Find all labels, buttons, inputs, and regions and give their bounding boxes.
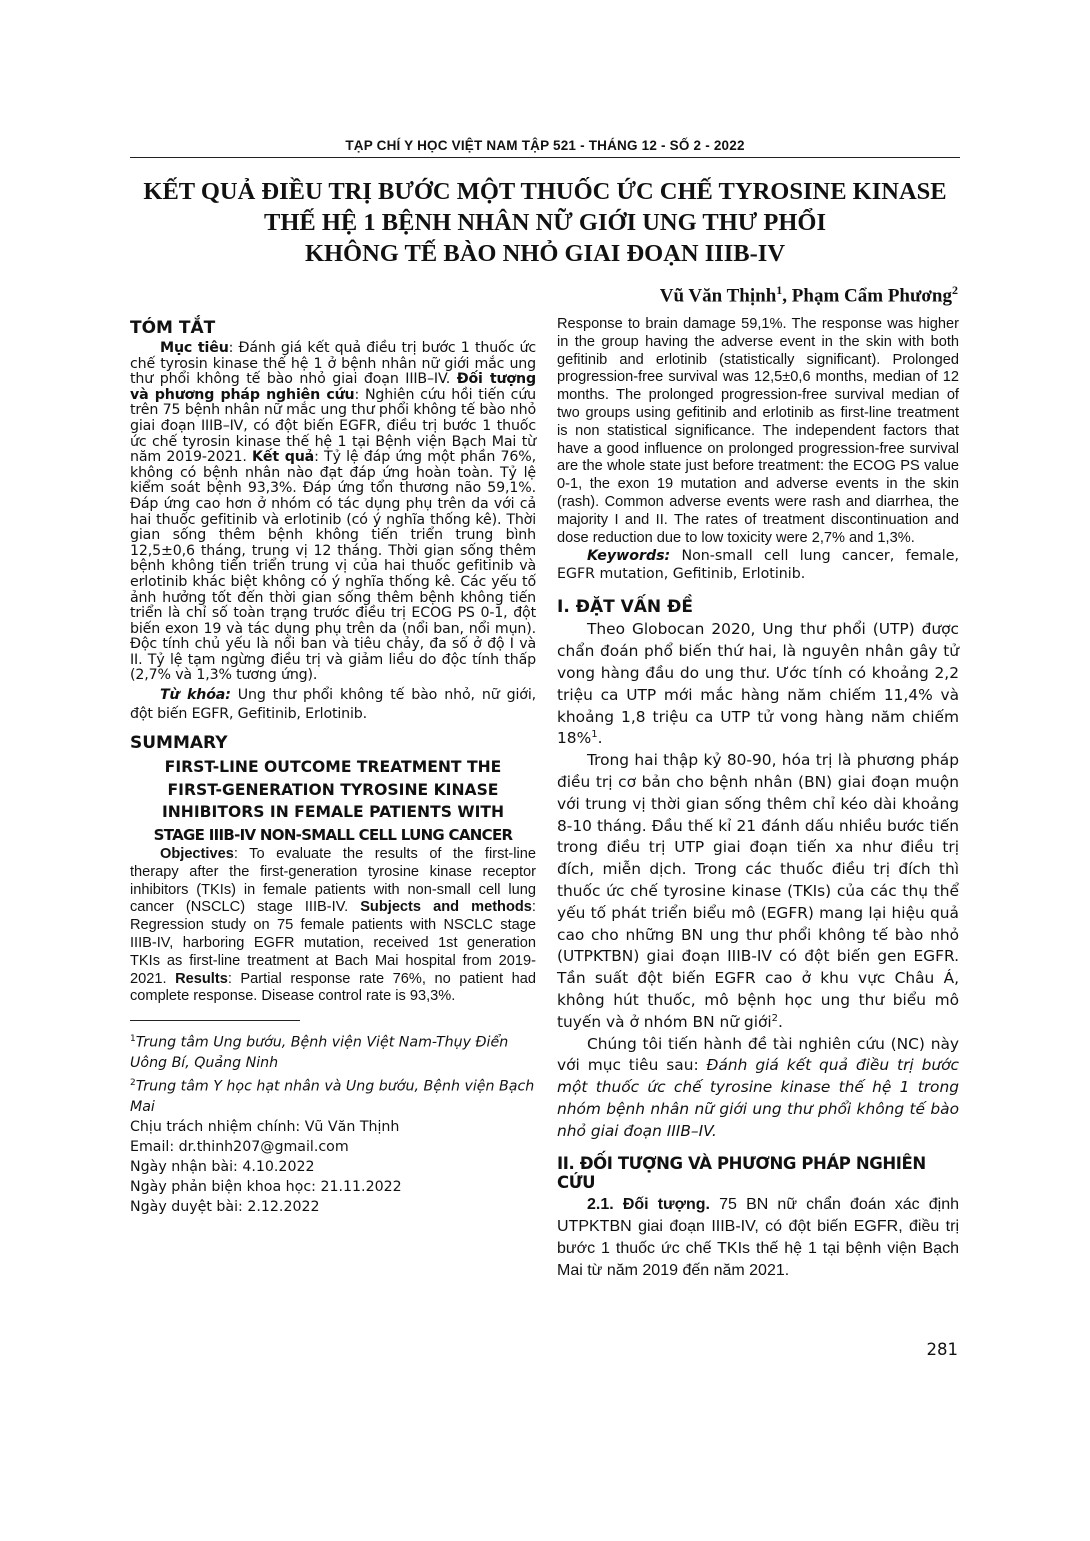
section-2-heading: II. ĐỐI TƯỢNG VÀ PHƯƠNG PHÁP NGHIÊN CỨU bbox=[557, 1154, 926, 1193]
summary-continued: Response to brain damage 59,1%. The response was higher in the group having the adverse event in the skin with both gefitinib and erlotinib (statistically significant). Prolonged progression-free survival was 12,5±0,6 months, median of 12 months. The prolonged progression-free survival median of two groups using gefitinib and erlotinib as first-line treatment is non statistical significance. The independent factors that have a good influence on prolonged progression-free survival are the whole state just before treatment: the ECOG PS value 0-1, the exon 19 mutation and adverse events in the skin (rash). Common adverse events were rash and diarrhea, the majority I and II. The rates of treatment discontinuation and dose reduction due to low toxicity were 2,7% and 1,3%. bbox=[557, 316, 959, 546]
summary-title-line-2: FIRST-GENERATION TYROSINE KINASE bbox=[167, 780, 499, 799]
received-date: Ngày nhận bài: 4.10.2022 bbox=[130, 1158, 315, 1175]
footnote-1-mark: 1 bbox=[130, 1034, 136, 1045]
summary-title-line-3: INHIBITORS IN FEMALE PATIENTS WITH bbox=[161, 803, 505, 822]
objectives-text: : To evaluate the results of the first-line therapy after the first-generation tyrosine kinase receptor inhibitors (TKIs) in female patients with non-small cell lung cancer (NSCLC) stage IIIB-IV. bbox=[130, 846, 536, 916]
contact-email: Email: dr.thinh207@gmail.com bbox=[130, 1138, 349, 1155]
results-en-label: Results bbox=[175, 970, 228, 987]
keywords-en bbox=[557, 547, 959, 583]
abstract-paragraph bbox=[130, 341, 536, 684]
author-2: Phạm Cẩm Phương bbox=[791, 285, 952, 307]
author-2-affiliation: 2 bbox=[952, 283, 958, 297]
article-title bbox=[130, 176, 960, 269]
summary-paragraph bbox=[130, 846, 536, 1006]
results-label: Kết quả bbox=[252, 449, 315, 466]
footnote-rule bbox=[130, 1020, 300, 1021]
s1p1-end: . bbox=[597, 729, 603, 748]
left-column bbox=[130, 318, 536, 1217]
keywords-en-text: Non-small cell lung cancer, female, EGFR mutation, Gefitinib, Erlotinib. bbox=[557, 548, 959, 583]
title-line-3: KHÔNG TẾ BÀO NHỎ GIAI ĐOẠN IIIB-IV bbox=[304, 240, 786, 267]
page-number: 281 bbox=[926, 1340, 958, 1359]
footnotes bbox=[130, 1029, 536, 1216]
objective-label: Mục tiêu bbox=[160, 340, 229, 356]
s1p2-text: Trong hai thập kỷ 80-90, hóa trị là phương pháp điều trị cơ bản cho bệnh nhân (BN) giai đoạn muộn với trung vị thời gian sống thêm chỉ kéo dài khoảng 8-10 tháng. Đầu thế kỉ 21 đánh dấu nhiều bước tiến trong điều trị UTP giai đoạn tiến xa như điều trị đích, miễn dịch. Trong các thuốc điều trị đích thì thuốc ức chế tyrosine kinase (TKIs) của các thụ thể yếu tố phát triển biểu mô (EGFR) mang lại hiệu quả cao cho những BN ung thư phổi không tế bào nhỏ (UTPKTBN) giai đoạn IIIB-IV có đột biến gen EGFR. Tần suất đột biến EGFR cao ở khu vực Châu Á, không hút thuốc, mô bệnh học ung thư biểu mô tuyến và ở nhóm BN nữ giới bbox=[557, 751, 959, 1031]
s1p3-text: Chúng tôi tiến hành đề tài nghiên cứu (NC) này với mục tiêu sau: bbox=[557, 1034, 959, 1075]
keywords-vi-label: Từ khóa: bbox=[160, 687, 231, 704]
author-line bbox=[660, 283, 958, 307]
keywords-vi-text: Ung thư phổi không tế bào nhỏ, nữ giới, đột biến EGFR, Gefitinib, Erlotinib. bbox=[130, 687, 536, 722]
title-line-1: KẾT QUẢ ĐIỀU TRỊ BƯỚC MỘT THUỐC ỨC CHẾ TYROSINE KINASE bbox=[143, 178, 947, 205]
responsible-author: Chịu trách nhiệm chính: Vũ Văn Thịnh bbox=[130, 1118, 400, 1135]
section-1-paragraph-1 bbox=[557, 619, 959, 750]
s1p1-text: Theo Globocan 2020, Ung thư phổi (UTP) được chẩn đoán phổ biến thứ hai, là nguyên nhân gây tử vong hàng đầu do ung thư. Ước tính có khoảng 2,2 triệu ca UTP mới mắc hàng năm chiếm 11,4% và khoảng 1,8 triệu ca UTP tử vong hàng năm chiếm 18% bbox=[557, 620, 959, 748]
summary-heading: SUMMARY bbox=[130, 733, 228, 754]
right-column bbox=[557, 316, 959, 1282]
results-en-text: : Partial response rate 76%, no patient had complete response. Disease control rate is 93,3%. bbox=[130, 970, 536, 1005]
s1p2-end: . bbox=[778, 1012, 783, 1031]
methods-label: Đối tượng và phương pháp nghiên cứu bbox=[130, 371, 536, 403]
keywords-vi bbox=[130, 686, 536, 723]
footnote-2-text: Trung tâm Y học hạt nhân và Ung bướu, Bệnh viện Bạch Mai bbox=[130, 1078, 535, 1115]
methods-text: : Nghiên cứu hồi tiến cứu trên 75 bệnh nhân nữ mắc ung thư phổi không tế bào nhỏ giai đoạn IIIB–IV, có đột biến EGFR, điều trị bước 1 thuốc ức chế tyrosin kinase thế hệ 1 tại Bệnh viện Bạch Mai từ năm 2019-2021. bbox=[130, 386, 536, 466]
ref-1: 1 bbox=[591, 729, 598, 741]
footnote-1-text: Trung tâm Ung bướu, Bệnh viện Việt Nam-Thụy Điển Uông Bí, Quảng Ninh bbox=[130, 1034, 509, 1071]
subjects-label: Subjects and methods bbox=[360, 899, 532, 916]
section-1-paragraph-3 bbox=[557, 1034, 959, 1143]
subjects-text: : Regression study on 75 female patients with NSCLC stage IIIB-IV, harboring EGFR mutation, received 1st generation TKIs as first-line treatment at Bach Mai hospital from 2019-2021. bbox=[130, 899, 536, 987]
accepted-date: Ngày duyệt bài: 2.12.2022 bbox=[130, 1198, 320, 1215]
footnote-2 bbox=[130, 1073, 536, 1117]
summary-title bbox=[130, 756, 536, 846]
summary-title-line-4: STAGE IIIB-IV NON-SMALL CELL LUNG CANCER bbox=[153, 825, 513, 844]
abstract-heading: TÓM TẮT bbox=[130, 318, 216, 338]
section-1-paragraph-2 bbox=[557, 750, 959, 1033]
study-objective: Đánh giá kết quả điều trị bước một thuốc ức chế tyrosine kinase thế hệ 1 trong nhóm bệnh nhân nữ giới ung thư phổi không tế bào nhỏ giai đoạn IIIB–IV. bbox=[557, 1056, 959, 1140]
author-1-affiliation: 1 bbox=[776, 283, 783, 297]
summary-title-line-1: FIRST-LINE OUTCOME TREATMENT THE bbox=[164, 758, 502, 777]
results-text: : Tỷ lệ đáp ứng một phần 76%, không có bệnh nhân nào đạt đáp ứng hoàn toàn. Tỷ lệ kiểm soát bệnh 93,3%. Đáp ứng tổn thương não 59,1%. Đáp ứng cao hơn ở nhóm có tác dụng phụ trên da với cả hai thuốc gefitinib và erlotinib (có ý nghĩa thống kê). Thời gian sống thêm bệnh không tiến triển trung bình 12,5±0,6 tháng, trung vị 12 tháng. Thời gian sống thêm bệnh không tiến triển trung vị của hai thuốc gefitinib và erlotinib khác biệt không có ý nghĩa thống kê. Các yếu tố ảnh hưởng tốt đến thời gian sống thêm bệnh không tiến triển là chỉ số toàn trạng trước điều trị ECOG PS 0-1, đột biến exon 19 và tác dụng phụ trên da (nổi ban, nổi mụn). Độc tính chủ yếu là nổi ban và tiêu chảy, đa số ở độ I và II. Tỷ lệ tạm ngừng điều trị và giảm liều do độc tính thấp (2,7% và 1,3% tương ứng). bbox=[130, 449, 536, 684]
ref-2: 2 bbox=[771, 1012, 779, 1024]
review-date: Ngày phản biện khoa học: 21.11.2022 bbox=[130, 1178, 402, 1195]
section-2-1 bbox=[557, 1194, 959, 1282]
author-separator: , bbox=[782, 285, 792, 307]
objectives-label: Objectives bbox=[160, 846, 234, 863]
author-1: Vũ Văn Thịnh bbox=[659, 285, 777, 307]
footnote-2-mark: 2 bbox=[130, 1077, 136, 1088]
section-1-heading: I. ĐẶT VẤN ĐỀ bbox=[557, 597, 693, 618]
subsection-2-1-text: 75 BN nữ chẩn đoán xác định UTPKTBN giai đoạn IIIB-IV, có đột biến EGFR, điều trị bước 1 thuốc ức chế TKIs thế hệ 1 tại bệnh viện Bạch Mai từ năm 2019 đến năm 2021. bbox=[557, 1196, 960, 1280]
keywords-en-label: Keywords: bbox=[587, 548, 671, 565]
running-head: TẠP CHÍ Y HỌC VIỆT NAM TẬP 521 - THÁNG 12 - SỐ 2 - 2022 bbox=[345, 138, 745, 153]
subsection-2-1-label: 2.1. Đối tượng. bbox=[587, 1196, 711, 1214]
title-line-2: THẾ HỆ 1 BỆNH NHÂN NỮ GIỚI UNG THƯ PHỔI bbox=[264, 209, 826, 236]
footnote-1 bbox=[130, 1029, 536, 1073]
objective-text: : Đánh giá kết quả điều trị bước 1 thuốc ức chế tyrosin kinase thế hệ 1 ở bệnh nhân nữ giới mắc ung thư phổi không tế bào nhỏ giai đoạn IIIB–IV. bbox=[130, 340, 536, 388]
header-rule bbox=[130, 157, 960, 158]
